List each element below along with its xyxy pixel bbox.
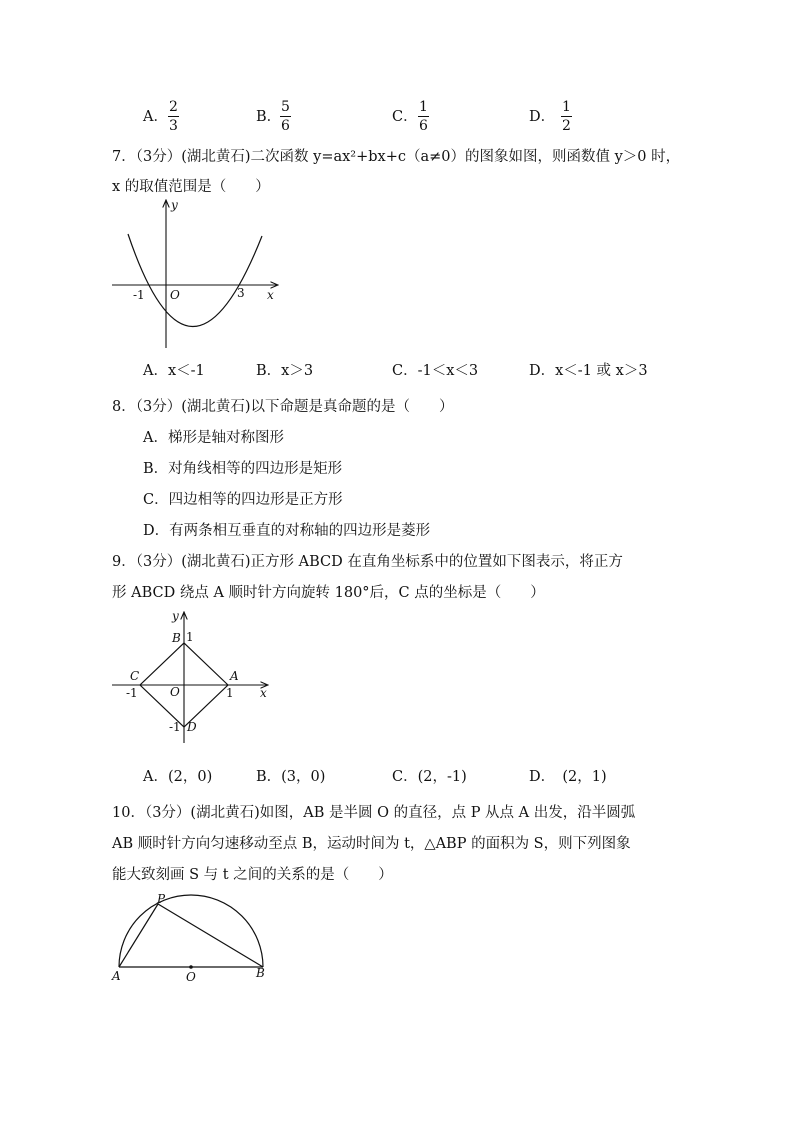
q8-option-a: A．梯形是轴对称图形 xyxy=(143,430,284,446)
q7-origin-label: O xyxy=(170,288,180,302)
q7-y-axis-label: y xyxy=(171,198,178,212)
q10-segment-pb xyxy=(158,904,263,967)
q10-stem-line3: 能大致刻画 S 与 t 之间的关系的是（ ） xyxy=(112,867,393,883)
numerator: 5 xyxy=(281,99,290,115)
q9-stem-line2: 形 ABCD 绕点 A 顺时针方向旋转 180°后，C 点的坐标是（ ） xyxy=(112,585,545,601)
q7-option-d: D．x＜-1 或 x＞3 xyxy=(529,363,648,379)
q9-option-d: D． (2，1) xyxy=(529,769,607,785)
q6-option-a-letter: A． xyxy=(143,109,168,125)
q7-option-b: B．x＞3 xyxy=(256,363,314,379)
q6-option-d-letter: D． xyxy=(529,109,556,125)
q10-stem-line2: AB 顺时针方向匀速移动至点 B，运动时间为 t，△ABP 的面积为 S，则下列图象 xyxy=(112,836,631,852)
q7-stem-line2: x 的取值范围是（ ） xyxy=(112,179,270,195)
q9-option-c: C．(2，-1) xyxy=(392,769,467,785)
q10-point-o-label: O xyxy=(186,970,196,984)
q6-option-c-letter: C． xyxy=(392,109,418,125)
denominator: 6 xyxy=(419,118,428,134)
q8-option-d: D．有两条相互垂直的对称轴的四边形是菱形 xyxy=(143,523,431,539)
denominator: 3 xyxy=(169,118,178,134)
q6-option-b-letter: B． xyxy=(256,109,282,125)
q10-center-point xyxy=(189,965,193,969)
q9-point-d-label: D xyxy=(187,720,197,734)
numerator: 2 xyxy=(169,99,178,115)
denominator: 6 xyxy=(281,118,290,134)
q10-point-p-label: P xyxy=(157,892,166,906)
denominator: 2 xyxy=(562,118,571,134)
q9-point-a-label: A xyxy=(230,669,239,683)
q10-stem-line1: 10．（3分）(湖北黄石)如图，AB 是半圆 O 的直径，点 P 从点 A 出发，沿半圆弧 xyxy=(112,805,636,821)
q9-option-b: B．(3，0) xyxy=(256,769,326,785)
q7-stem-line1: 7．（3分）(湖北黄石)二次函数 y=ax²+bx+c（a≠0）的图象如图，则函数值 y＞0 时， xyxy=(112,149,681,165)
q8-option-b: B．对角线相等的四边形是矩形 xyxy=(143,461,343,477)
q7-option-a: A．x＜-1 xyxy=(143,363,205,379)
q9-tick-y-neg1: -1 xyxy=(169,720,181,734)
q9-tick-x-1: 1 xyxy=(226,686,234,700)
q7-root-left-label: -1 xyxy=(133,288,145,302)
q9-y-axis-label: y xyxy=(172,609,179,623)
q7-x-axis-label: x xyxy=(267,288,274,302)
q9-point-b-label: B xyxy=(172,631,181,645)
q9-tick-x-neg1: -1 xyxy=(126,686,138,700)
q9-tick-y-1: 1 xyxy=(186,630,194,644)
numerator: 1 xyxy=(419,99,428,115)
numerator: 1 xyxy=(562,99,571,115)
q8-stem-line1: 8．（3分）(湖北黄石)以下命题是真命题的是（ ） xyxy=(112,399,454,415)
q10-segment-ap xyxy=(119,904,158,967)
q8-option-c: C．四边相等的四边形是正方形 xyxy=(143,492,343,508)
q9-stem-line1: 9．（3分）(湖北黄石)正方形 ABCD 在直角坐标系中的位置如下图表示，将正方 xyxy=(112,554,623,570)
q9-origin-label: O xyxy=(170,685,180,699)
q9-x-axis-label: x xyxy=(260,686,267,700)
q10-point-b-label: B xyxy=(256,966,265,980)
q9-option-a: A．(2，0) xyxy=(143,769,213,785)
q10-point-a-label: A xyxy=(112,969,121,983)
q7-option-c: C．-1＜x＜3 xyxy=(392,363,479,379)
q7-root-right-label: 3 xyxy=(237,286,245,300)
q9-point-c-label: C xyxy=(130,669,140,683)
